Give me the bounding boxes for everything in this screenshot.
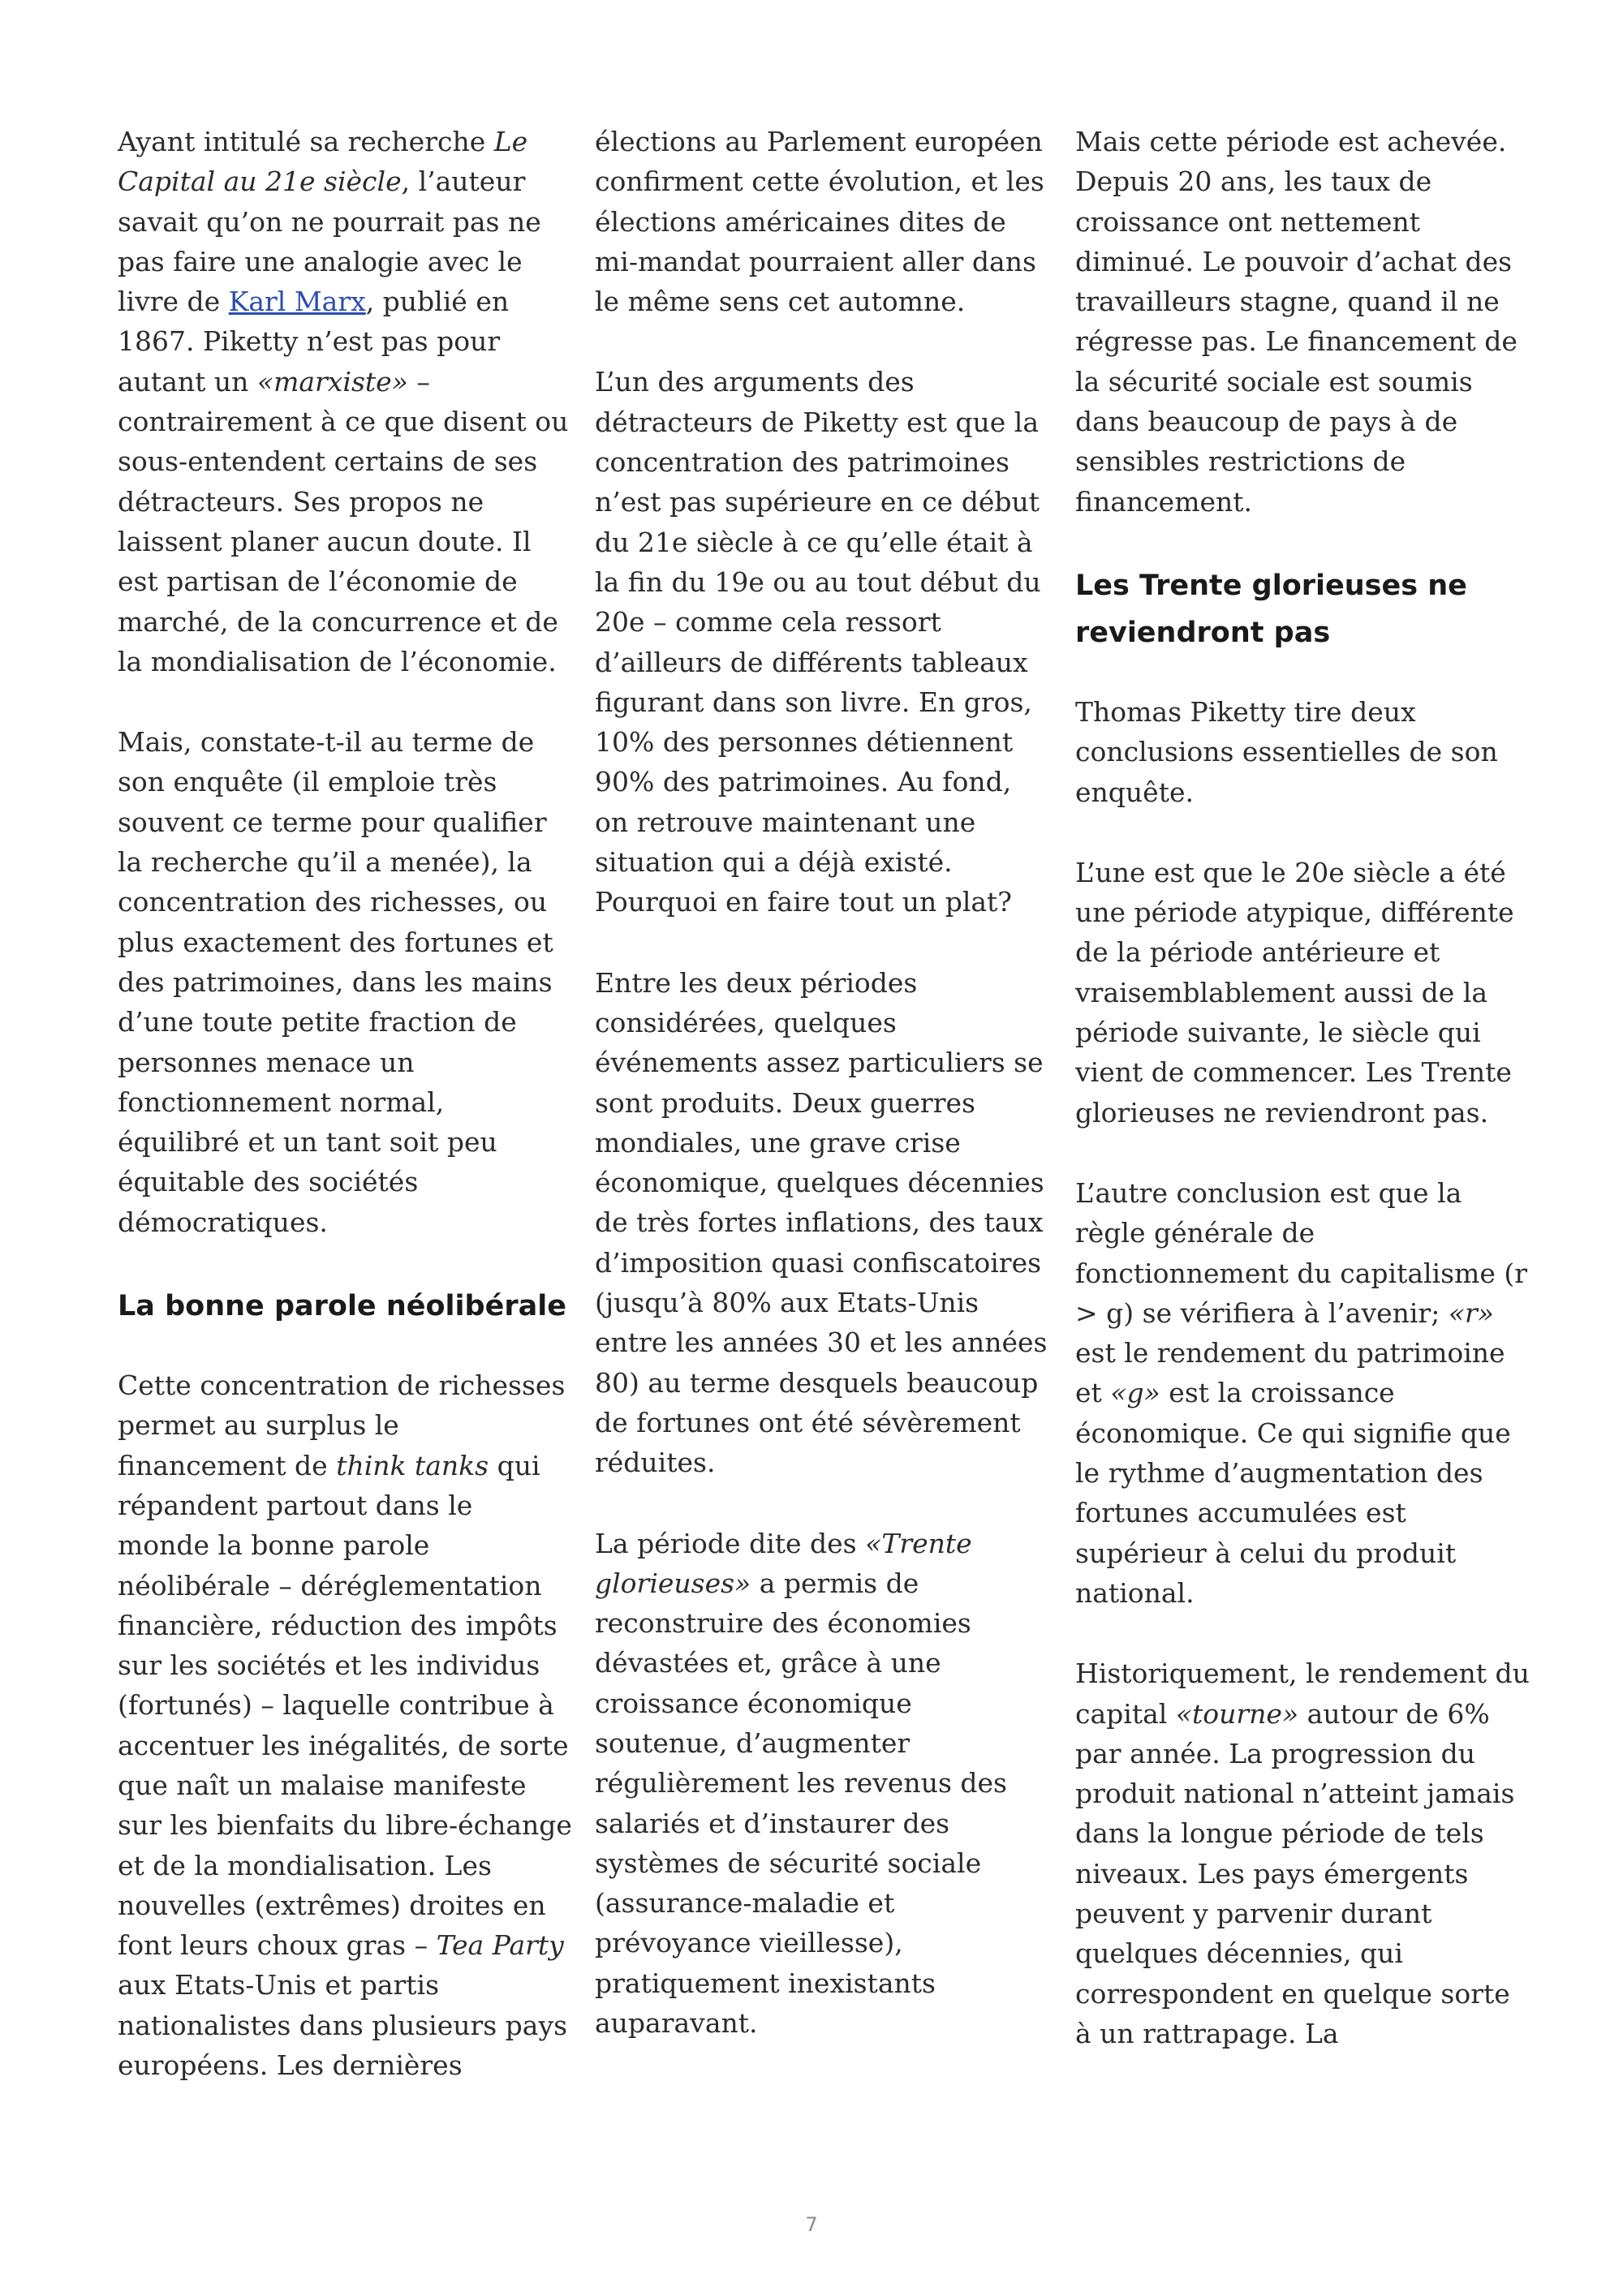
- paragraph: [1075, 122, 1530, 522]
- text-run: L’autre conclusion est que la règle générale de fonctionnement du capitalisme (r > g) se vérifiera à l’avenir;: [1075, 1176, 1528, 1329]
- text-run: qui répandent partout dans le monde la bonne parole néolibérale – déréglementation financière, réduction des impôts sur les sociétés et les individus (fortunés) – laquelle contribue à accentuer les inégalités, de sorte que naît un malaise manifeste sur les bienfaits du libre-échange et de la mondialisation. Les nouvelles (extrêmes) droites en font leurs choux gras –: [118, 1449, 572, 1962]
- paragraph: [118, 722, 572, 1242]
- text-run: Mais cette période est achevée. Depuis 20 ans, les taux de croissance ont nettement diminué. Le pouvoir d’achat des travailleurs stagne, quand il ne régresse pas. Le financement de la sécurité sociale est soumis dans beaucoup de pays à de sensibles restrictions de financement.: [1075, 126, 1518, 518]
- paragraph: [118, 122, 572, 681]
- text-run: Thomas Piketty tire deux conclusions essentielles de son enquête.: [1075, 695, 1498, 808]
- emphasis: Tea Party: [436, 1929, 564, 1962]
- text-run: Ayant intitulé sa recherche: [118, 126, 494, 157]
- section-heading: Les Trente glorieuses ne reviendront pas: [1075, 569, 1467, 649]
- paragraph: [1075, 692, 1530, 812]
- text-run: , l’auteur savait qu’on ne pourrait pas ne pas faire une analogie avec le livre de: [118, 166, 541, 318]
- text-run: Entre les deux périodes considérées, quelques événements assez particuliers se sont produits. Deux guerres mondiales, une grave crise économique, quelques décennies de très fortes inflations, des taux d’imposition quasi confiscatoires (jusqu’à 80% aux Etats-Unis entre les années 30 et les années 80) au terme desquels beaucoup de fortunes ont été sévèrement réduites.: [595, 966, 1048, 1479]
- paragraph: [595, 963, 1049, 1483]
- paragraph: [595, 122, 1049, 321]
- text-column-3: [1075, 122, 1530, 2094]
- paragraph: [1075, 853, 1530, 1133]
- text-run: La période dite des: [595, 1527, 866, 1559]
- paragraph: [595, 1524, 1049, 2044]
- text-run: Mais, constate-t-il au terme de son enquête (il emploie très souvent ce terme pour qualifier la recherche qu’il a menée), la concentration des richesses, ou plus exactement des fortunes et des patrimoines, dans les mains d’une toute petite fraction de personnes menace un fonctionnement normal, équilibré et un tant soit peu équitable des sociétés démocratiques.: [118, 726, 553, 1238]
- text-run: est le rendement du patrimoine et: [1075, 1337, 1505, 1409]
- text-column-2: [595, 122, 1049, 2083]
- text-run: , publié en 1867. Piketty n’est pas pour autant un: [118, 286, 510, 398]
- text-run: a permis de reconstruire des économies dévastées et, grâce à une croissance économique soutenue, d’augmenter régulièrement les revenus des salariés et d’instaurer des systèmes de sécurité sociale (assurance-maladie et prévoyance vieillesse), pratiquement inexistants auparavant.: [595, 1567, 1007, 2040]
- page-number: 7: [805, 2213, 818, 2236]
- section-heading: La bonne parole néolibérale: [118, 1290, 566, 1323]
- text-run: – contrairement à ce que disent ou sous-entendent certains de ses détracteurs. Ses propos ne laissent planer aucun doute. Il est partisan de l’économie de marché, de la concurrence et de la mondialisation de l’économie.: [118, 365, 569, 677]
- emphasis: «r»: [1448, 1296, 1494, 1329]
- paragraph: [595, 362, 1049, 922]
- paragraph: [1075, 1173, 1530, 1613]
- text-run: est la croissance économique. Ce qui signifie que le rythme d’augmentation des fortunes accumulées est supérieur à celui du produit national.: [1075, 1377, 1511, 1609]
- text-run: Cette concentration de richesses permet au surplus le financement de: [118, 1369, 566, 1481]
- paragraph: [1075, 1653, 1530, 2053]
- text-run: Historiquement, le rendement du capital: [1075, 1658, 1530, 1730]
- emphasis: «g»: [1110, 1377, 1160, 1409]
- text-run: autour de 6% par année. La progression du produit national n’atteint jamais dans la longue période de tels niveaux. Les pays émergents peuvent y parvenir durant quelques décennies, qui correspondent en quelque sorte à un rattrapage. La: [1075, 1697, 1515, 2049]
- text-run: L’une est que le 20e siècle a été une période atypique, différente de la période antérieure et vraisemblablement aussi de la période suivante, le siècle qui vient de commencer. Les Trente glorieuses ne reviendront pas.: [1075, 856, 1514, 1129]
- karl-marx-link[interactable]: Karl Marx: [228, 286, 366, 318]
- text-run: L’un des arguments des détracteurs de Piketty est que la concentration des patrimoines n’est pas supérieure en ce début du 21e siècle à ce qu’elle était à la fin du 19e ou au tout début du 20e – comme cela ressort d’ailleurs de différents tableaux figurant dans son livre. En gros, 10% des personnes détiennent 90% des patrimoines. Au fond, on retrouve maintenant une situation qui a déjà existé. Pourquoi en faire tout un plat?: [595, 366, 1041, 918]
- book-title: Le Capital au 21e siècle: [118, 126, 528, 198]
- text-column-1: [118, 122, 572, 2126]
- emphasis: «tourne»: [1175, 1697, 1299, 1730]
- text-run: élections au Parlement européen confirment cette évolution, et les élections américaines dites de mi-mandat pourraient aller dans le même sens cet automne.: [595, 126, 1044, 318]
- emphasis: «marxiste»: [256, 365, 408, 398]
- emphasis: think tanks: [336, 1449, 489, 1481]
- text-run: aux Etats-Unis et partis nationalistes dans plusieurs pays européens. Les dernières: [118, 1969, 568, 2082]
- emphasis: «Trente glorieuses»: [595, 1527, 972, 1599]
- paragraph: [118, 1365, 572, 2085]
